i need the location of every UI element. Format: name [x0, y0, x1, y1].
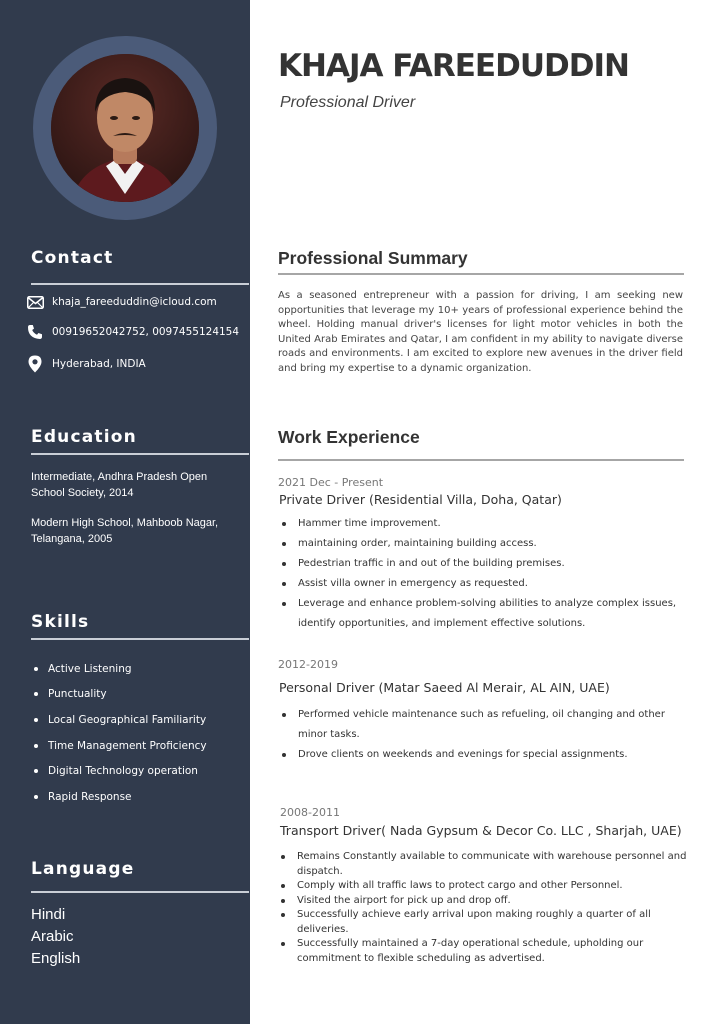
- bullet-dot: [34, 795, 38, 799]
- candidate-name: KHAJA FAREEDUDDIN: [278, 48, 629, 84]
- contact-phone-text: 00919652042752, 0097455124154: [52, 326, 240, 338]
- skill-label: Punctuality: [48, 688, 107, 701]
- job-bullet: Visited the airport for pick up and drop off.: [279, 894, 699, 909]
- education-item: Intermediate, Andhra Pradesh Open School Society, 2014: [31, 471, 208, 499]
- language-divider: [31, 891, 249, 893]
- profile-photo: [51, 54, 199, 202]
- job-bullets: [280, 514, 690, 634]
- language-item: Hindi: [31, 906, 66, 923]
- skill-item: [34, 758, 207, 784]
- contact-phone[interactable]: [26, 323, 239, 341]
- job-title: Personal Driver (Matar Saeed Al Merair, AL AIN, UAE): [279, 680, 610, 695]
- envelope-icon: [26, 293, 44, 311]
- skills-divider: [31, 638, 249, 640]
- job-bullet: Drove clients on weekends and evenings for special assignments.: [280, 745, 685, 765]
- job-bullet: Successfully achieve early arrival upon making roughly a quarter of all deliveries.: [279, 908, 699, 937]
- language-item: Arabic: [31, 928, 74, 945]
- summary-divider: [278, 273, 684, 275]
- skill-item: [34, 707, 207, 733]
- job-bullet: Successfully maintained a 7-day operational schedule, upholding our commitment to flexible scheduling as advertised.: [279, 937, 699, 966]
- job-date: 2021 Dec - Present: [278, 476, 384, 489]
- summary-heading: Professional Summary: [278, 248, 468, 268]
- skill-label: Time Management Proficiency: [48, 739, 207, 752]
- skills-list: [34, 656, 207, 810]
- skill-label: Rapid Response: [48, 790, 132, 803]
- job-bullet: Leverage and enhance problem-solving abilities to analyze complex issues, identify opportunities, and implement effective solutions.: [280, 594, 690, 634]
- job-title: Private Driver (Residential Villa, Doha, Qatar): [279, 492, 562, 507]
- education-item: Modern High School, Mahboob Nagar, Telangana, 2005: [31, 517, 219, 545]
- education-heading: Education: [31, 427, 137, 447]
- bullet-dot: [34, 718, 38, 722]
- bullet-dot: [34, 744, 38, 748]
- summary-text: As a seasoned entrepreneur with a passion for driving, I am seeking new opportunities that leverage my 10+ years of professional experience behind the wheel. Holding manual driver's licenses for light motor vehicles in both the United Arab Emirates and Qatar, I am confident in my ability to navigate diverse roads and environments. I am excited to explore new avenues in the driver field and bring my expertise to a dynamic organization.: [278, 290, 683, 374]
- skill-item: [34, 733, 207, 759]
- contact-divider: [31, 283, 249, 285]
- skill-item: [34, 784, 207, 810]
- experience-heading: Work Experience: [278, 427, 420, 447]
- skill-label: Active Listening: [48, 662, 132, 675]
- sidebar: [0, 0, 250, 1024]
- job-bullets: [279, 850, 699, 966]
- job-bullet: Assist villa owner in emergency as requested.: [280, 574, 690, 594]
- job-bullet: Hammer time improvement.: [280, 514, 690, 534]
- job-bullet: Comply with all traffic laws to protect cargo and other Personnel.: [279, 879, 699, 894]
- job-title: Transport Driver( Nada Gypsum & Decor Co. LLC , Sharjah, UAE): [280, 823, 682, 838]
- contact-email[interactable]: [26, 293, 217, 311]
- education-divider: [31, 453, 249, 455]
- bullet-dot: [34, 692, 38, 696]
- job-bullet: maintaining order, maintaining building access.: [280, 534, 690, 554]
- job-bullet: Pedestrian traffic in and out of the building premises.: [280, 554, 690, 574]
- language-item: English: [31, 950, 81, 967]
- skill-label: Digital Technology operation: [48, 765, 198, 778]
- experience-divider: [278, 459, 684, 461]
- job-bullets: [280, 705, 685, 765]
- contact-location-text: Hyderabad, INDIA: [52, 358, 146, 370]
- language-list: [31, 904, 80, 970]
- phone-icon: [26, 323, 44, 341]
- contact-heading: Contact: [31, 248, 114, 268]
- job-date: 2008-2011: [280, 806, 340, 819]
- skill-item: [34, 656, 207, 682]
- bullet-dot: [34, 769, 38, 773]
- candidate-role: Professional Driver: [280, 94, 416, 111]
- job-date: 2012-2019: [278, 658, 338, 671]
- skill-item: [34, 682, 207, 708]
- contact-email-text: khaja_fareeduddin@icloud.com: [52, 296, 217, 308]
- bullet-dot: [34, 667, 38, 671]
- skills-heading: Skills: [31, 612, 90, 632]
- job-bullet: Remains Constantly available to communicate with warehouse personnel and dispatch.: [279, 850, 699, 879]
- map-pin-icon: [26, 355, 44, 373]
- language-heading: Language: [31, 859, 135, 879]
- skill-label: Local Geographical Familiarity: [48, 713, 207, 726]
- job-bullet: Performed vehicle maintenance such as refueling, oil changing and other minor tasks.: [280, 705, 685, 745]
- contact-location: [26, 355, 146, 373]
